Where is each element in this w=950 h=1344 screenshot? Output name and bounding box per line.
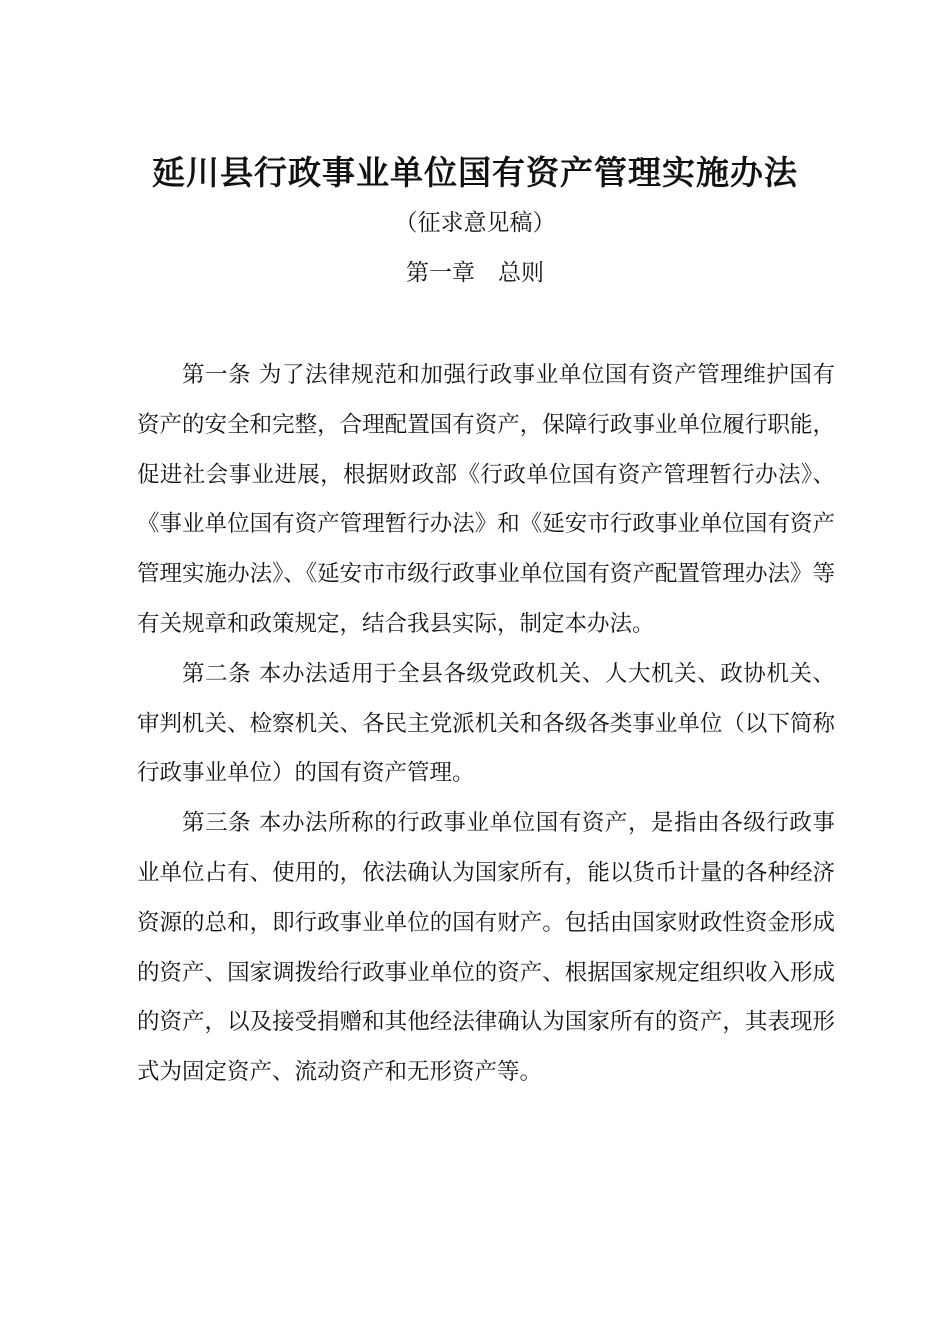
article-2: 第二条 本办法适用于全县各级党政机关、人大机关、政协机关、审判机关、检察机关、各民主党派机关和各级各类事业单位（以下简称行政事业单位）的国有资产管理。 bbox=[137, 660, 835, 787]
chapter-heading: 第一章 总则 bbox=[406, 260, 544, 286]
document-title: 延川县行政事业单位国有资产管理实施办法 bbox=[152, 153, 798, 192]
document-subtitle: （征求意见稿） bbox=[394, 210, 556, 236]
article-3: 第三条 本办法所称的行政事业单位国有资产，是指由各级行政事业单位占有、使用的，依法确认为国家所有，能以货币计量的各种经济资源的总和，即行政事业单位的国有财产。包括由国家财政性资金形成的资产、国家调拨给行政事业单位的资产、根据国家规定组织收入形成的资产，以及接受捐赠和其他经法律确认为国家所有的资产，其表现形式为固定资产、流动资产和无形资产等。 bbox=[137, 810, 835, 1086]
article-1: 第一条 为了法律规范和加强行政事业单位国有资产管理维护国有资产的安全和完整，合理配置国有资产，保障行政事业单位履行职能，促进社会事业进展，根据财政部《行政单位国有资产管理暂行办法》、《事业单位国有资产管理暂行办法》和《延安市行政事业单位国有资产管理实施办法》、《延安市市级行政事业单位国有资产配置管理办法》等有关规章和政策规定，结合我县实际，制定本办法。 bbox=[137, 362, 835, 637]
document-body bbox=[137, 351, 835, 1098]
